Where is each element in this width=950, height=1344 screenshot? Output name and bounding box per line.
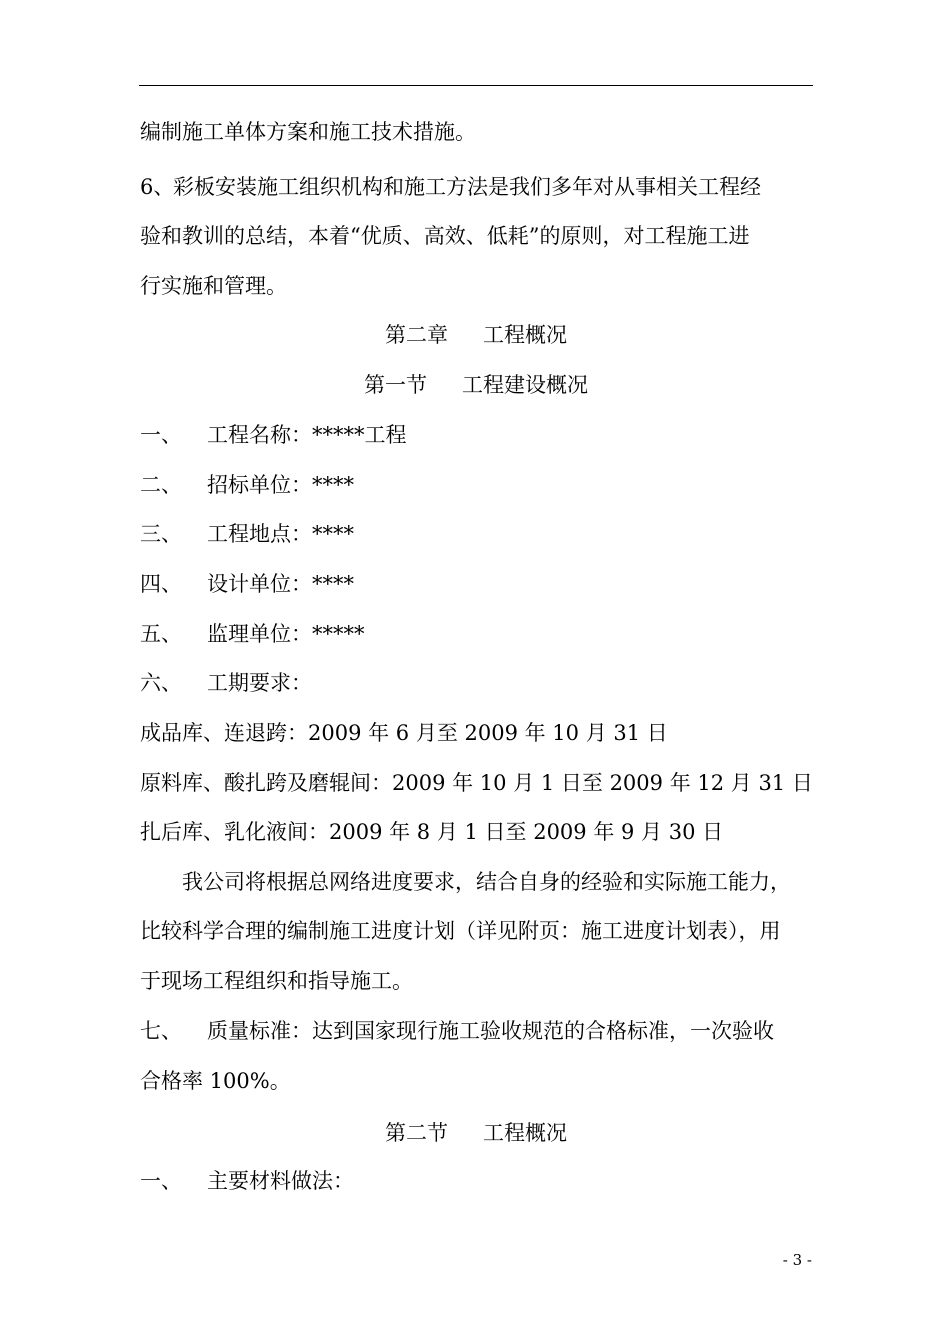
list-item-number: 四、 (140, 572, 182, 596)
header-rule (139, 85, 813, 86)
list-item-text: 监理单位：***** (207, 622, 365, 646)
list-item (140, 519, 812, 549)
list-item (140, 470, 812, 500)
list-item-number: 五、 (140, 622, 182, 646)
list-item-number: 二、 (140, 473, 182, 497)
paragraph-line-1: 我公司将根据总网络进度要求，结合自身的经验和实际施工能力， (182, 870, 791, 894)
item-7-text-1: 质量标准：达到国家现行施工验收规范的合格标准，一次验收 (207, 1019, 774, 1043)
item-6-text-1: 彩板安装施工组织机构和施工方法是我们多年对从事相关工程经 (173, 175, 761, 199)
list-item-text: 工程地点：**** (207, 522, 354, 546)
item-6-line-3: 行实施和管理。 (140, 274, 287, 298)
continuation-text: 编制施工单体方案和施工技术措施。 (140, 120, 476, 144)
list-item-number: 一、 (140, 1169, 182, 1193)
item-7-number: 七、 (140, 1019, 182, 1043)
list-item (140, 569, 812, 599)
section-2-title: 工程概况 (483, 1121, 567, 1145)
list-item-text: 招标单位：**** (207, 473, 354, 497)
section-1-label: 第一节 (364, 373, 427, 397)
list-item-number: 一、 (140, 423, 182, 447)
list-item (140, 420, 812, 450)
paragraph-line-3: 于现场工程组织和指导施工。 (140, 969, 413, 993)
list-item-text: 设计单位：**** (207, 572, 354, 596)
list-item-text: 工期要求： (207, 671, 312, 695)
section-1-heading (140, 370, 812, 400)
section-2-heading (140, 1118, 812, 1148)
item-6-number: 6、 (140, 175, 175, 199)
list-item-text: 主要材料做法： (207, 1169, 354, 1193)
page-number: - 3 - (782, 1251, 812, 1269)
chapter-title: 工程概况 (483, 323, 567, 347)
schedule-line: 扎后库、乳化液间：2009 年 8 月 1 日至 2009 年 9 月 30 日 (140, 820, 724, 844)
section-1-title: 工程建设概况 (462, 373, 588, 397)
list-item (140, 668, 812, 698)
schedule-line: 原料库、酸扎跨及磨辊间：2009 年 10 月 1 日至 2009 年 12 月 31 日 (140, 771, 813, 795)
list-item-number: 六、 (140, 671, 182, 695)
item-6-line-2: 验和教训的总结，本着“优质、高效、低耗”的原则，对工程施工进 (140, 224, 750, 248)
section-2-label: 第二节 (385, 1121, 448, 1145)
list-item (140, 619, 812, 649)
list-item-number: 三、 (140, 522, 182, 546)
paragraph-line-2: 比较科学合理的编制施工进度计划（详见附页：施工进度计划表），用 (140, 919, 781, 943)
item-7-line-2: 合格率 100%。 (140, 1069, 291, 1093)
item-7-line-1 (140, 1016, 812, 1046)
schedule-line: 成品库、连退跨：2009 年 6 月至 2009 年 10 月 31 日 (140, 721, 668, 745)
list-item (140, 1166, 812, 1196)
list-item-text: 工程名称：*****工程 (207, 423, 407, 447)
item-6-line-1 (140, 172, 812, 202)
chapter-label: 第二章 (385, 323, 448, 347)
chapter-heading (140, 320, 812, 350)
